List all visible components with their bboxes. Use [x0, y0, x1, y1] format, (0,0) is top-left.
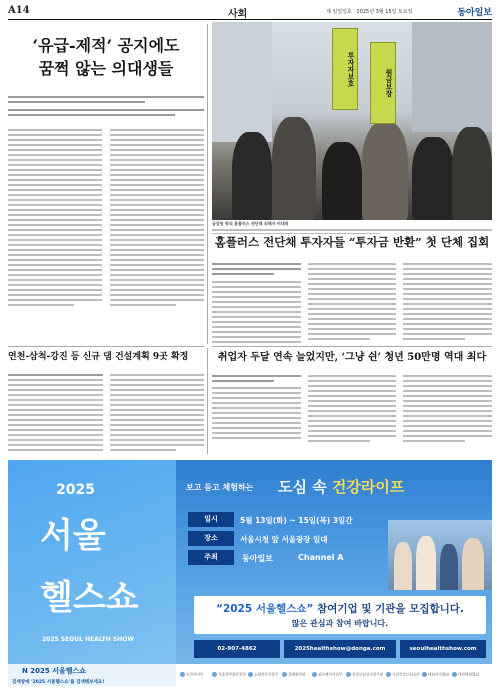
- ad-email[interactable]: 2025healthshow@donga.com: [284, 640, 396, 658]
- article-headline: 취업자 두달 연속 늘었지만, ‘그냥 쉰’ 청년 50만명 역대 최다: [217, 352, 487, 363]
- ad-brand-panel: [8, 460, 176, 664]
- protest-sign: 원금보장: [370, 42, 396, 124]
- ad-title-english: 2025 SEOUL HEALTH SHOW: [42, 636, 134, 643]
- newspaper-logo: 동아일보: [457, 8, 492, 18]
- ad-cta-rest: 참여기업 및 기관을 모집합니다.: [313, 603, 464, 615]
- section-divider: [212, 346, 492, 347]
- ad-cta-highlight: “2025 서울헬스쇼”: [216, 603, 314, 615]
- ad-website[interactable]: seoulhealthshow.com: [400, 640, 486, 658]
- ad-search-guide: 검색창에 ‘2025 서울헬스쇼’를 검색해보세요!: [12, 680, 105, 685]
- org-logo: 국민건강보험공단: [386, 672, 420, 678]
- article-body: [212, 260, 492, 346]
- ad-date-value: 5월 13일(화) ~ 15일(목) 3일간: [240, 516, 353, 525]
- article-dam-plan: [8, 352, 204, 454]
- article-medical-students: [8, 26, 204, 309]
- news-photo: [212, 22, 492, 220]
- ad-sponsor-channela: Channel A: [298, 553, 344, 562]
- article-body: [212, 372, 492, 445]
- photo-caption: [212, 221, 492, 236]
- ad-crowd-photo: [388, 500, 492, 590]
- ad-cta-line1: [194, 601, 486, 616]
- article-headline: 연천-삼척-강진 등 신규 댐 건설계획 9곳 확정: [8, 352, 189, 362]
- ad-date-label: 일시: [188, 512, 234, 527]
- article-subdeck: [8, 96, 204, 116]
- section-divider: [8, 346, 204, 347]
- ad-venue-row: [188, 531, 368, 546]
- ad-search-logo: N 2025 서울헬스쇼: [22, 667, 87, 675]
- ad-venue-value: 서울시청 앞 서울광장 일대: [240, 535, 328, 544]
- page-header: [8, 4, 492, 20]
- org-logo: 대한의사협회: [422, 672, 449, 678]
- ad-date-row: [188, 512, 368, 527]
- article-body: [8, 371, 204, 454]
- page-number: A14: [8, 5, 30, 16]
- ad-sponsor-donga: 동아일보: [242, 554, 273, 563]
- ad-year: 2025: [56, 482, 95, 498]
- org-logo: 건강보험심사평가원: [346, 672, 383, 678]
- ad-tagline: [186, 474, 486, 498]
- org-logo: 보건복지부: [180, 672, 203, 678]
- ad-tagline-highlight: 건강라이프: [331, 478, 405, 496]
- ad-tagline-big: [278, 476, 404, 497]
- health-show-advertisement: [8, 460, 492, 686]
- ad-search-bar: [8, 664, 176, 686]
- column-divider: [207, 348, 208, 454]
- ad-tagline-prefix: 도심 속: [278, 478, 332, 496]
- ad-tagline-small: 보고 듣고 체험하는: [186, 483, 254, 492]
- org-logo: 대한병원협회: [452, 672, 479, 678]
- section-title: 사회: [228, 9, 248, 20]
- org-logo: 식품의약품안전처: [212, 672, 246, 678]
- ad-title-line1: 서울: [40, 516, 106, 556]
- article-body: [8, 126, 204, 309]
- ad-venue-label: 장소: [188, 531, 234, 546]
- ad-organizations: [176, 664, 492, 686]
- issue-info: 제 일일일호 ‧ 2025년 3월 15일 토요일: [326, 9, 413, 15]
- org-logo: 질병관리청: [282, 672, 305, 678]
- column-divider: [207, 24, 208, 344]
- article-headline: 홈플러스 전단채 투자자들 “투자금 반환” 첫 단체 집회: [214, 235, 490, 249]
- article-youth-employment: [212, 352, 492, 445]
- ad-cta-line2: 많은 관심과 참여 바랍니다.: [291, 619, 389, 628]
- org-logo: 농림축산식품부: [248, 672, 278, 678]
- ad-call-to-action: [194, 596, 486, 634]
- article-homeplus: [212, 236, 492, 346]
- article-headline-line1: ‘유급-제적’ 공지에도: [32, 36, 180, 55]
- ad-title-line2: 헬스쇼: [40, 578, 139, 618]
- ad-host-label: 주최: [188, 550, 234, 565]
- photo-caption-text: 금감원 항의 홈플러스 전단채 피해자 비대위: [212, 221, 289, 226]
- article-headline-line2: 꿈쩍 않는 의대생들: [38, 59, 174, 79]
- protest-sign: 투자자보호: [332, 28, 358, 110]
- ad-phone[interactable]: 02-907-4862: [194, 640, 280, 658]
- org-logo: 중소벤처기업부: [312, 672, 342, 678]
